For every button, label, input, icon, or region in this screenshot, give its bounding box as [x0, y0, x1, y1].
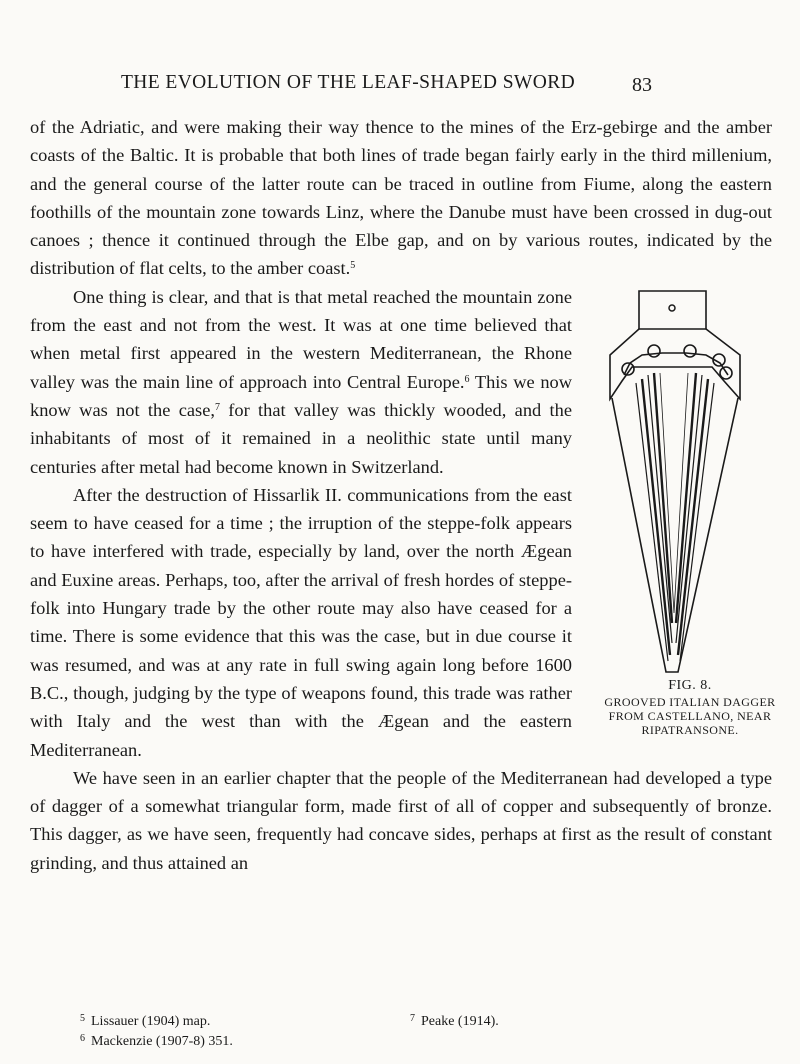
- figure-caption-text: GROOVED ITALIAN DAGGER FROM CASTELLANO, NEAR RIPATRANSONE.: [604, 694, 776, 737]
- figure-label: FIG. 8.: [668, 677, 712, 693]
- running-title: THE EVOLUTION OF THE LEAF-SHAPED SWORD: [121, 72, 576, 93]
- footnote-ref-6[interactable]: 6: [464, 373, 470, 385]
- figure-caption: [586, 679, 794, 737]
- footnote-5: $^5$ Lissauer (1904) map.: [80, 1013, 211, 1029]
- paragraph-1: of the Adriatic, and were making their way thence to the mines of the Erz-gebirge and the amber coasts of the Baltic. It is probable that both lines of trade began fairly early in the third millenium, and the general course of the latter route can be traced in outline from Fiume, along the eastern foothills of the mountain zone towards Linz, where the Danube must have been crossed in dug-out canoes ; thence it continued through the Elbe gap, and on by various routes, indicated by the distribution of flat celts, to the amber coast.$^5$: [30, 117, 772, 279]
- footnote-6: $^6$ Mackenzie (1907-8) 351.: [80, 1033, 233, 1049]
- dagger-illustration: [602, 283, 772, 673]
- footnote-ref-7[interactable]: 7: [214, 401, 220, 413]
- body-text: [30, 113, 776, 877]
- page-header: [0, 72, 800, 102]
- figure-8: [586, 283, 794, 743]
- footnote-ref-5[interactable]: 5: [350, 260, 356, 272]
- paragraph-2: One thing is clear, and that is that metal reached the mountain zone from the east and not from the west. It was at one time believed that when metal first appeared in the western Mediterranean, the Rhone valley was the main line of approach into Central Europe.$^6$ This we now know was not the case,$^7$ for that valley was thickly wooded, and the inhabitants of most of it remained in a neolithic state until many centuries after metal had become known in Switzerland.: [30, 286, 572, 477]
- paragraph-4: We have seen in an earlier chapter that the people of the Mediterranean had developed a type of dagger of a somewhat triangular form, made first of all of copper and subsequently of bronze. This dagger, as we have seen, frequently had concave sides, perhaps at first as the result of constant grinding, and thus attained an: [30, 767, 772, 873]
- page-number: 83: [632, 74, 652, 96]
- footnote-7: $^7$ Peake (1914).: [410, 1013, 499, 1029]
- paragraph-3: After the destruction of Hissarlik II. communications from the east seem to have ceased for a time ; the irruption of the steppe-folk appears to have interfered with trade, especially by land, over the north Ægean and Euxine areas. Perhaps, too, after the arrival of fresh hordes of steppe-folk into Hungary trade by the other route may also have ceased for a time. There is some evidence that this was the case, but in due course it was resumed, and was at any rate in full swing again long before 1600 B.C., though, judging by the type of weapons found, this trade was rather with Italy and the west than with the Ægean and the eastern Mediterranean.: [30, 484, 572, 760]
